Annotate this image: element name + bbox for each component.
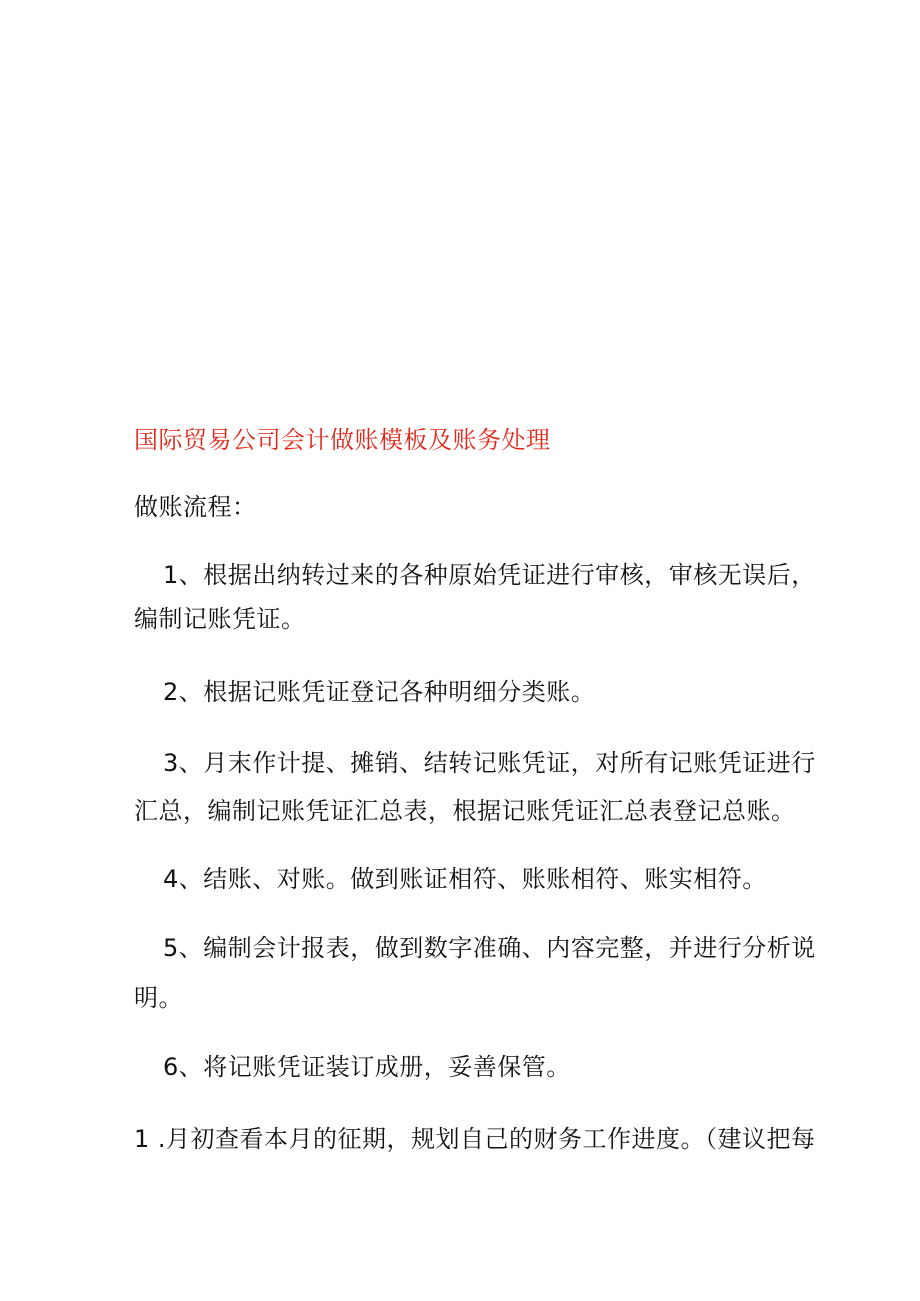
step-4: 4、结账、对账。做到账证相符、账账相符、账实相符。 <box>163 865 767 893</box>
step-5-line-2: 明。 <box>134 984 183 1012</box>
step-1-line-1: 1、根据出纳转过来的各种原始凭证进行审核，审核无误后， <box>163 561 816 589</box>
step-3-line-2: 汇总，编制记账凭证汇总表，根据记账凭证汇总表登记总账。 <box>134 797 796 825</box>
step-3-line-1: 3、月末作计提、摊销、结转记账凭证，对所有记账凭证进行 <box>163 749 816 777</box>
section-heading: 做账流程： <box>134 493 257 521</box>
step-2: 2、根据记账凭证登记各种明细分类账。 <box>163 678 596 706</box>
step-6: 6、将记账凭证装订成册，妥善保管。 <box>163 1053 571 1081</box>
step-5-line-1: 5、编制会计报表，做到数字准确、内容完整，并进行分析说 <box>163 934 816 962</box>
item-1: 1 .月初查看本月的征期，规划自己的财务工作进度。（建议把每 <box>134 1125 816 1153</box>
step-1-line-2: 编制记账凭证。 <box>134 605 306 633</box>
document-title: 国际贸易公司会计做账模板及账务处理 <box>134 426 551 454</box>
